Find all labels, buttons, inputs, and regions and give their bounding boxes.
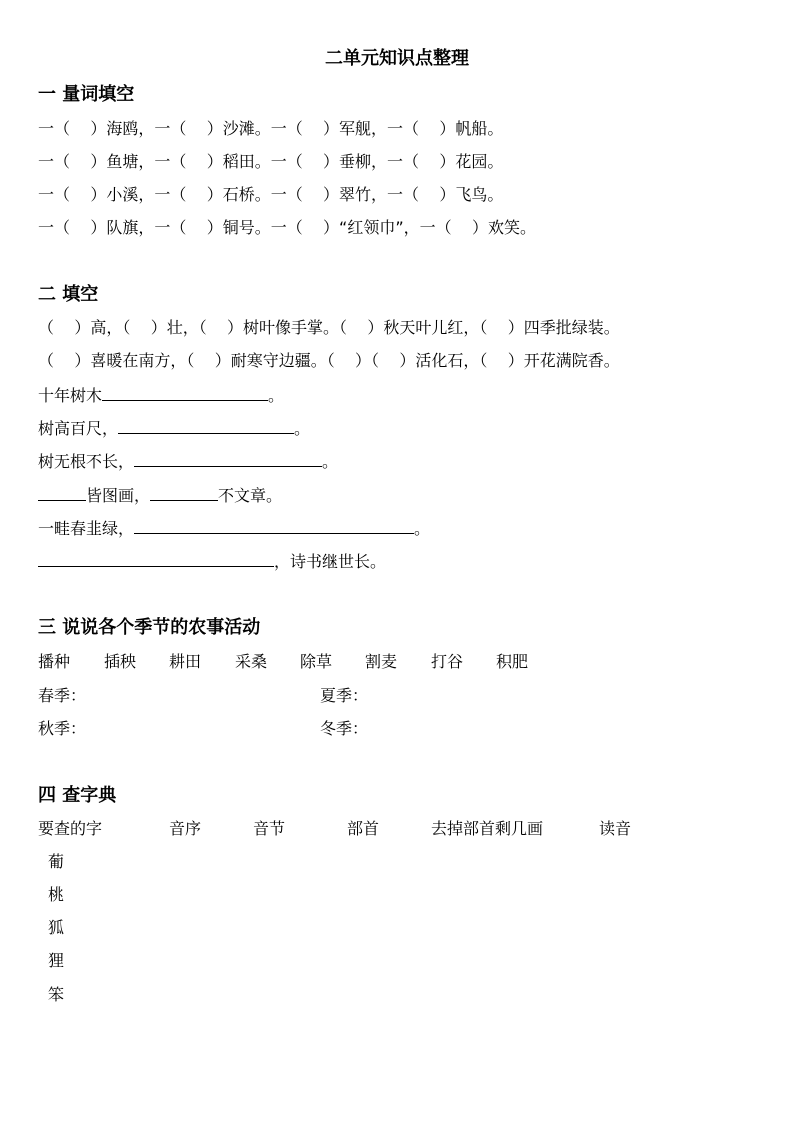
- proverb-6-blank[interactable]: [38, 551, 274, 567]
- column-header: 音序: [169, 819, 202, 838]
- activity-list: [38, 649, 598, 671]
- column-header: 去掉部首剩几画: [431, 819, 544, 838]
- activity-item: 播种: [38, 652, 71, 671]
- activity-item: 除草: [300, 652, 333, 671]
- proverb-5-blank[interactable]: [134, 518, 414, 534]
- proverb-4-text-a: 皆图画，: [86, 486, 151, 505]
- activity-item: 积肥: [496, 652, 529, 671]
- activity-item: 耕田: [169, 652, 202, 671]
- measure-word-line-1: 一（ ）海鸥，一（ ）沙滩。一（ ）军舰，一（ ）帆船。: [38, 119, 504, 138]
- proverb-4-blank-b[interactable]: [150, 485, 218, 501]
- proverb-5-end: 。: [414, 519, 431, 538]
- lookup-char: 葡: [48, 852, 65, 871]
- proverb-2: [38, 416, 310, 439]
- section-heading-4: 四 查字典: [38, 785, 117, 806]
- activity-item: 采桑: [235, 652, 268, 671]
- measure-word-line-3: 一（ ）小溪，一（ ）石桥。一（ ）翠竹，一（ ）飞鸟。: [38, 185, 504, 204]
- proverb-5-text: 一畦春韭绿，: [38, 519, 135, 538]
- dictionary-table-header: [38, 816, 738, 838]
- autumn-label: 秋季：: [38, 719, 87, 738]
- section-heading-1: 一 量词填空: [38, 84, 135, 105]
- lookup-char: 笨: [48, 985, 65, 1004]
- proverb-1-end: 。: [268, 386, 285, 405]
- column-header: 要查的字: [38, 819, 103, 838]
- summer-label: 夏季：: [320, 686, 369, 705]
- proverb-4-text-b: 不文章。: [218, 486, 283, 505]
- measure-word-line-4: 一（ ）队旗，一（ ）铜号。一（ ）“红领巾”，一（ ）欢笑。: [38, 218, 536, 237]
- proverb-4: [38, 483, 282, 506]
- column-header: 音节: [253, 819, 286, 838]
- lookup-char: 狸: [48, 951, 65, 970]
- proverb-3-blank[interactable]: [134, 451, 322, 467]
- column-header: 读音: [599, 819, 632, 838]
- activity-item: 插秧: [104, 652, 137, 671]
- activity-item: 打谷: [431, 652, 464, 671]
- proverb-6-text: ，诗书继世长。: [274, 552, 387, 571]
- activity-item: 割麦: [365, 652, 398, 671]
- fill-line-2: （ ）喜暖在南方，（ ）耐寒守边疆。（ ）（ ）活化石，（ ）开花满院香。: [38, 351, 620, 370]
- column-header: 部首: [347, 819, 380, 838]
- measure-word-line-2: 一（ ）鱼塘，一（ ）稻田。一（ ）垂柳，一（ ）花园。: [38, 152, 504, 171]
- lookup-char: 桃: [48, 885, 65, 904]
- fill-line-1: （ ）高，（ ）壮，（ ）树叶像手掌。（ ）秋天叶儿红，（ ）四季批绿装。: [38, 318, 620, 337]
- section-heading-3: 三 说说各个季节的农事活动: [38, 617, 261, 638]
- page-title: 二单元知识点整理: [325, 48, 469, 69]
- proverb-3-end: 。: [322, 452, 339, 471]
- proverb-1: [38, 383, 284, 406]
- proverb-6: [38, 549, 386, 572]
- spring-label: 春季：: [38, 686, 87, 705]
- lookup-char: 狐: [48, 918, 65, 937]
- proverb-4-blank-a[interactable]: [38, 485, 86, 501]
- proverb-2-text: 树高百尺，: [38, 419, 119, 438]
- section-heading-2: 二 填空: [38, 284, 99, 305]
- winter-label: 冬季：: [320, 719, 369, 738]
- proverb-1-blank[interactable]: [102, 385, 268, 401]
- proverb-2-end: 。: [294, 419, 311, 438]
- proverb-2-blank[interactable]: [118, 418, 294, 434]
- proverb-3: [38, 449, 338, 472]
- proverb-3-text: 树无根不长，: [38, 452, 135, 471]
- proverb-1-text: 十年树木: [38, 386, 103, 405]
- proverb-5: [38, 516, 430, 539]
